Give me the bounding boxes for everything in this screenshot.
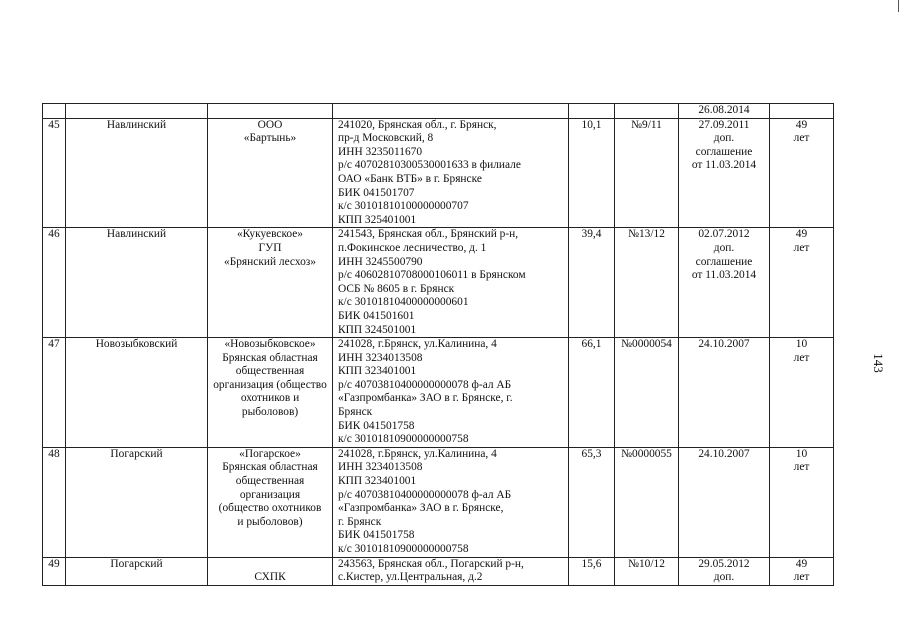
org-line: общественная — [235, 475, 305, 488]
contract-number: №10/12 — [628, 557, 665, 570]
row-number: 46 — [48, 228, 60, 241]
area-value: 39,4 — [581, 228, 602, 241]
contract-number: №9/11 — [631, 118, 662, 131]
row-number: 49 — [48, 557, 60, 570]
address-line: Брянск — [338, 406, 373, 419]
address-line: «Газпромбанка» ЗАО в г. Брянске, г. — [338, 392, 513, 405]
cell-term — [770, 338, 834, 448]
area-value: 65,3 — [581, 447, 602, 460]
org-line: «Бартынь» — [243, 132, 297, 145]
row-number: 45 — [48, 118, 60, 131]
org-line: Брянская областная — [222, 351, 318, 364]
cell-area — [569, 557, 615, 585]
cell-district — [66, 118, 208, 228]
cell-term — [770, 447, 834, 557]
term-line: лет — [793, 571, 810, 584]
cell-district — [66, 447, 208, 557]
term-line: лет — [793, 351, 810, 364]
org-line: охотников и — [240, 392, 300, 405]
cell-date — [679, 557, 770, 585]
org-line: СХПК — [254, 571, 286, 584]
term-line: лет — [793, 461, 810, 474]
cell-address — [333, 557, 569, 585]
org-line: (общество охотников — [218, 502, 322, 515]
address-line: ИНН 3235011670 — [338, 145, 423, 158]
address-line: БИК 041501707 — [338, 186, 415, 199]
area-value: 10,1 — [581, 118, 602, 131]
org-line: «Кукуевское» — [236, 228, 303, 241]
cell-term — [770, 118, 834, 228]
address-line: БИК 041501758 — [338, 529, 415, 542]
address-line: КПП 325401001 — [338, 213, 417, 226]
address-line: к/с 30101810900000000758 — [338, 543, 469, 555]
date-line: соглашение — [695, 145, 753, 158]
cell-contract — [615, 118, 679, 228]
address-line: БИК 041501758 — [338, 419, 415, 432]
area-value: 66,1 — [581, 338, 602, 351]
address-line: к/с 30101810900000000758 — [338, 433, 469, 446]
cell-date — [679, 228, 770, 338]
address-line: р/с 40602810708000106011 в Брянском — [338, 269, 526, 282]
date-line: 24.10.2007 — [698, 338, 750, 351]
address-line: р/с 40703810400000000078 ф-ал АБ — [338, 488, 512, 501]
table-row — [43, 104, 834, 119]
term-line: 49 — [795, 118, 808, 131]
address-line: р/с 40702810300530001633 в филиале — [338, 159, 521, 172]
cell-area — [569, 118, 615, 228]
page-number: 143 — [870, 353, 886, 373]
cell-address — [333, 228, 569, 338]
date-line: от 11.03.2014 — [691, 159, 757, 172]
address-line: ИНН 3245500790 — [338, 255, 423, 268]
table-row — [43, 228, 834, 338]
address-line: КПП 324501001 — [338, 323, 417, 336]
cell-contract — [615, 557, 679, 585]
edge-mark — [898, 0, 899, 12]
table-row — [43, 118, 834, 228]
cell-address — [333, 118, 569, 228]
address-line: ОАО «Банк ВТБ» в г. Брянске — [338, 172, 482, 185]
cell-address — [333, 104, 569, 119]
district-name: Погарский — [110, 557, 163, 570]
org-line: ООО — [257, 118, 283, 131]
cell-term — [770, 557, 834, 585]
cell-org — [208, 447, 333, 557]
date-line: доп. — [713, 132, 735, 145]
org-line: «Новозыбковское» — [224, 338, 316, 351]
org-line — [211, 558, 329, 572]
row-number: 48 — [48, 447, 60, 460]
org-line: и рыболовов) — [237, 515, 303, 528]
table-row — [43, 557, 834, 585]
org-line: рыболовов) — [241, 406, 299, 419]
cell-district — [66, 338, 208, 448]
address-line: 241028, г.Брянск, ул.Калинина, 4 — [338, 338, 497, 351]
term-line: 10 — [795, 338, 808, 351]
cell-address — [333, 447, 569, 557]
org-line: ГУП — [258, 241, 282, 254]
term-line: 49 — [795, 228, 808, 241]
cell-org — [208, 557, 333, 585]
cell-n — [43, 104, 66, 119]
address-line: 241028, г.Брянск, ул.Калинина, 4 — [338, 447, 497, 460]
address-line: БИК 041501601 — [338, 309, 415, 322]
org-line: организация (общество — [213, 378, 327, 391]
date-line: 24.10.2007 — [698, 447, 750, 460]
org-line: общественная — [235, 365, 305, 378]
cell-n — [43, 338, 66, 448]
cell-term — [770, 104, 834, 119]
cell-org — [208, 118, 333, 228]
address-line: к/с 30101810400000000601 — [338, 296, 469, 309]
org-line: организация — [239, 488, 301, 501]
cell-contract — [615, 104, 679, 119]
table-row — [43, 447, 834, 557]
cell-district — [66, 557, 208, 585]
cell-date — [679, 118, 770, 228]
cell-contract — [615, 228, 679, 338]
cell-date — [679, 104, 770, 119]
date-line: 26.08.2014 — [698, 104, 750, 116]
address-line: к/с 30101810100000000707 — [338, 200, 469, 213]
cell-n — [43, 228, 66, 338]
date-line: от 11.03.2014 — [691, 269, 757, 282]
address-line: пр-д Московский, 8 — [338, 132, 434, 145]
address-line: КПП 323401001 — [338, 475, 417, 488]
address-line: с.Кистер, ул.Центральная, д.2 — [338, 571, 483, 584]
address-line: ИНН 3234013508 — [338, 351, 423, 364]
district-name: Новозыбковский — [95, 338, 178, 351]
address-line: ИНН 3234013508 — [338, 461, 423, 474]
address-line: «Газпромбанка» ЗАО в г. Брянске, — [338, 502, 504, 515]
table-row — [43, 338, 834, 448]
cell-n — [43, 118, 66, 228]
address-line: п.Фокинское лесничество, д. 1 — [338, 241, 487, 254]
address-line: 241543, Брянская обл., Брянский р-н, — [338, 228, 519, 241]
org-line: «Брянский лесхоз» — [224, 255, 316, 268]
org-line: «Погарское» — [239, 447, 301, 460]
contract-number: №0000055 — [621, 447, 672, 460]
district-name: Навлинский — [106, 118, 167, 131]
address-line: КПП 323401001 — [338, 365, 417, 378]
area-value: 15,6 — [581, 557, 602, 570]
cell-n — [43, 447, 66, 557]
hunting-grounds-table — [42, 103, 834, 586]
cell-area — [569, 447, 615, 557]
contract-number: №0000054 — [621, 338, 672, 351]
term-line: 49 — [795, 557, 808, 570]
contract-number: №13/12 — [628, 228, 665, 241]
district-name: Погарский — [110, 447, 163, 460]
cell-district — [66, 228, 208, 338]
cell-org — [208, 228, 333, 338]
district-name: Навлинский — [106, 228, 167, 241]
cell-district — [66, 104, 208, 119]
cell-area — [569, 104, 615, 119]
cell-org — [208, 338, 333, 448]
cell-area — [569, 228, 615, 338]
term-line: 10 — [795, 447, 808, 460]
date-line: соглашение — [695, 255, 753, 268]
cell-date — [679, 447, 770, 557]
cell-address — [333, 338, 569, 448]
org-line: Брянская областная — [222, 461, 318, 474]
address-line: 241020, Брянская обл., г. Брянск, — [338, 118, 497, 131]
term-line: лет — [793, 132, 810, 145]
address-line: р/с 40703810400000000078 ф-ал АБ — [338, 378, 512, 391]
row-number: 47 — [48, 338, 60, 351]
cell-contract — [615, 338, 679, 448]
term-line: лет — [793, 241, 810, 254]
address-line: г. Брянск — [338, 515, 382, 528]
date-line: 29.05.2012 — [698, 557, 750, 570]
date-line: доп. — [713, 241, 735, 254]
date-line: доп. — [713, 571, 735, 584]
cell-term — [770, 228, 834, 338]
date-line: 27.09.2011 — [698, 118, 750, 131]
cell-contract — [615, 447, 679, 557]
address-line: ОСБ № 8605 в г. Брянск — [338, 282, 455, 295]
address-line: 243563, Брянская обл., Погарский р-н, — [338, 557, 524, 570]
cell-n — [43, 557, 66, 585]
date-line: 02.07.2012 — [698, 228, 750, 241]
cell-date — [679, 338, 770, 448]
cell-org — [208, 104, 333, 119]
cell-area — [569, 338, 615, 448]
